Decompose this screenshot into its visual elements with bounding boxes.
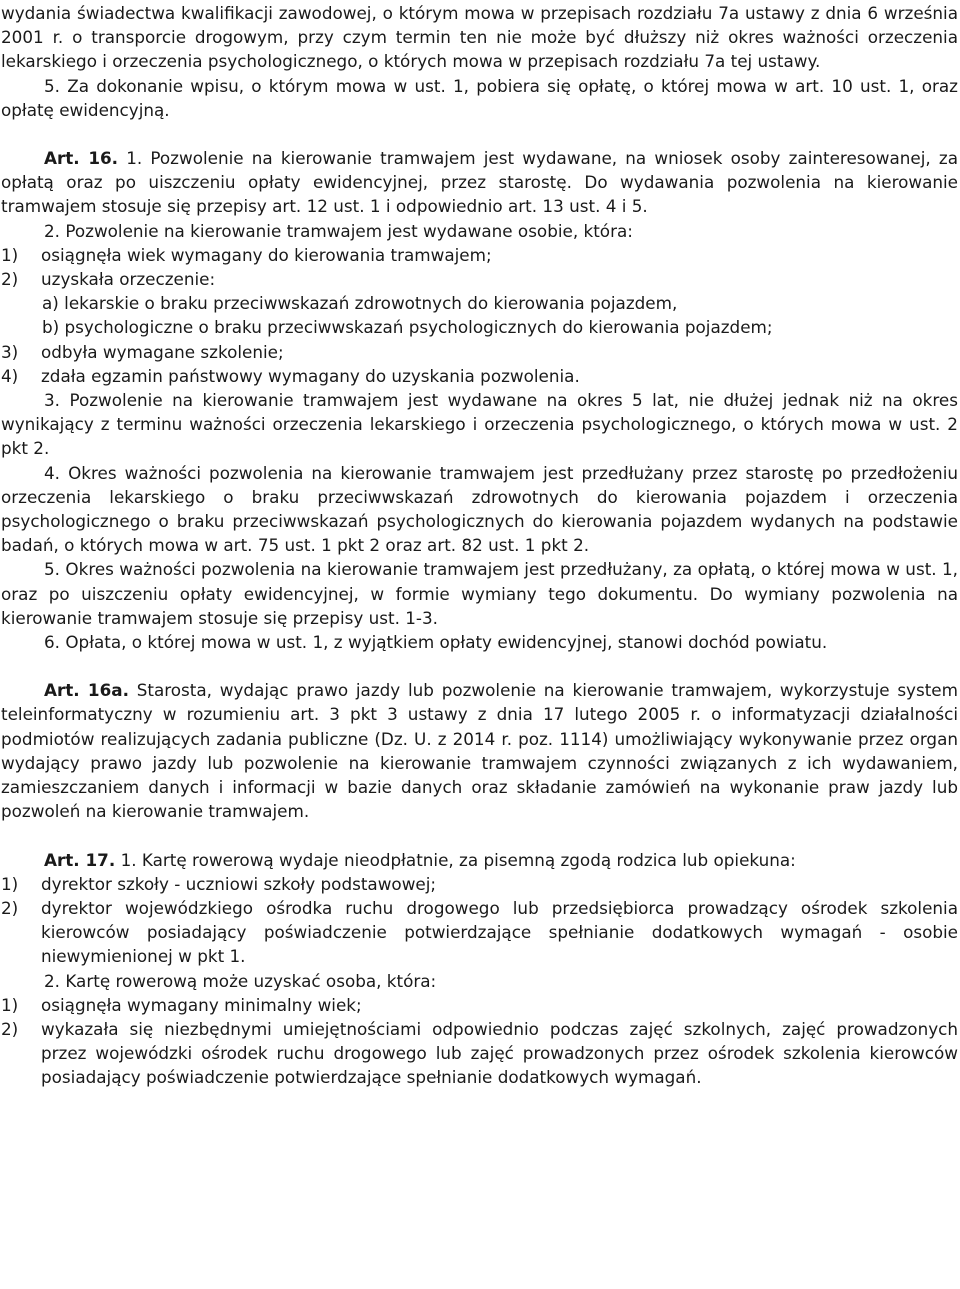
list-item-text: osiągnęła wiek wymagany do kierowania tramwajem; (41, 244, 492, 265)
list-item (0, 340, 960, 364)
art-16a-heading: Art. 16a. (44, 680, 129, 701)
list-item (0, 267, 960, 291)
art-16-heading: Art. 16. (44, 148, 119, 169)
list-item-number: 1) (1, 873, 19, 894)
list-item (0, 896, 960, 969)
art-17-heading: Art. 17. (44, 849, 116, 870)
list-item-text: dyrektor wojewódzkiego ośrodka ruchu drogowego lub przedsiębiorca prowadzący ośrodek szkolenia kierowców posiadający poświadczenie potwierdzające spełnianie dodatkowych wymagań - osobie niewymienionej w pkt 1. (41, 897, 958, 967)
art-16-ust-5: 5. Okres ważności pozwolenia na kierowanie tramwajem jest przedłużany, za opłatą, o której mowa w ust. 1, oraz po uiszczeniu opłaty ewidencyjnej, w formie wymiany tego dokumentu. Do wymiany pozwolenia na kierowanie tramwajem stosuje się przepisy ust. 1-3. (1, 559, 958, 628)
art-16-ust-3: 3. Pozwolenie na kierowanie tramwajem jest wydawane na okres 5 lat, nie dłużej jednak niż na okres wynikający z terminu ważności orzeczenia lekarskiego i orzeczenia psychologicznego, o których mowa w ust. 2 pkt 2. (1, 390, 958, 459)
art-17-ust-1-text: 1. Kartę rowerową wydaje nieodpłatnie, za pisemną zgodą rodzica lub opiekuna: (115, 849, 796, 870)
paragraph-ust-5: 5. Za dokonanie wpisu, o którym mowa w ust. 1, pobiera się opłatę, o której mowa w art. 10 ust. 1, oraz opłatę ewidencyjną. (1, 75, 958, 120)
list-item-number: 4) (1, 365, 19, 386)
art-16-ust-2: 2. Pozwolenie na kierowanie tramwajem jest wydawane osobie, która: (44, 220, 633, 241)
paragraph-continuation: wydania świadectwa kwalifikacji zawodowej, o którym mowa w przepisach rozdziału 7a ustawy z dnia 6 września 2001 r. o transporcie drogowym, przy czym termin ten nie może być dłuższy niż okres ważności orzeczenia lekarskiego i orzeczenia psychologicznego, o których mowa w przepisach rozdziału 7a tej ustawy. (1, 3, 958, 72)
list-item-number: 1) (1, 244, 19, 265)
art-16a (0, 678, 960, 823)
list-item-text: zdała egzamin państwowy wymagany do uzyskania pozwolenia. (41, 365, 580, 386)
list-item (0, 872, 960, 896)
list-item-number: 2) (1, 269, 19, 290)
sub-item-a: a) lekarskie o braku przeciwwskazań zdrowotnych do kierowania pojazdem, (42, 293, 678, 314)
art-16-ust-1-text: 1. Pozwolenie na kierowanie tramwajem jest wydawane, na wniosek osoby zainteresowanej, za opłatą oraz po uiszczeniu opłaty ewidencyjnej, przez starostę. Do wydawania pozwolenia na kierowanie tramwajem stosuje się przepisy art. 12 ust. 1 i odpowiednio art. 13 ust. 4 i 5. (1, 148, 958, 217)
art-16-ust-6: 6. Opłata, o której mowa w ust. 1, z wyjątkiem opłaty ewidencyjnej, stanowi dochód powiatu. (44, 632, 828, 653)
art-16-ust-1 (0, 146, 960, 219)
list-item (0, 243, 960, 267)
art-17-ust-2: 2. Kartę rowerową może uzyskać osoba, która: (44, 970, 437, 991)
list-item-text: osiągnęła wymagany minimalny wiek; (41, 994, 362, 1015)
list-item-text: odbyła wymagane szkolenie; (41, 341, 284, 362)
art-16-ust-4: 4. Okres ważności pozwolenia na kierowanie tramwajem jest przedłużany przez starostę po przedłożeniu orzeczenia lekarskiego o braku przeciwwskazań zdrowotnych do kierowania pojazdem i orzeczenia psychologicznego o braku przeciwwskazań psychologicznych do kierowania pojazdem wydanych na podstawie badań, o których mowa w art. 75 ust. 1 pkt 2 oraz art. 82 ust. 1 pkt 2. (1, 462, 958, 556)
list-item-text: wykazała się niezbędnymi umiejętnościami odpowiednio podczas zajęć szkolnych, zajęć prowadzonych przez wojewódzki ośrodek ruchu drogowego lub zajęć prowadzonych przez ośrodek szkolenia kierowców posiadający poświadczenie potwierdzające spełnianie dodatkowych wymagań. (41, 1018, 958, 1088)
list-item-number: 3) (1, 341, 19, 362)
list-item-number: 2) (1, 1018, 19, 1039)
list-item-text: dyrektor szkoły - uczniowi szkoły podstawowej; (41, 873, 437, 894)
sub-item-b: b) psychologiczne o braku przeciwwskazań psychologicznych do kierowania pojazdem; (42, 317, 773, 338)
art-17-ust-1 (0, 848, 960, 872)
list-item-number: 1) (1, 994, 19, 1015)
list-item-text: uzyskała orzeczenie: (41, 269, 216, 290)
list-item (0, 364, 960, 388)
art-16a-text: Starosta, wydając prawo jazdy lub pozwolenie na kierowanie tramwajem, wykorzystuje system teleinformatyczny w rozumieniu art. 3 pkt 3 ustawy z dnia 17 lutego 2005 r. o informatyzacji działalności podmiotów realizujących zadania publiczne (Dz. U. z 2014 r. poz. 1114) umożliwiający wykonywanie przez organ wydający prawo jazdy lub pozwolenie na kierowanie tramwajem czynności związanych z ich wydawaniem, zamieszczaniem danych i informacji w bazie danych oraz składanie zamówień na wykonanie praw jazdy lub pozwoleń na kierowanie tramwajem. (1, 680, 958, 822)
list-item (0, 993, 960, 1017)
list-item-number: 2) (1, 897, 19, 918)
list-item (0, 1017, 960, 1090)
